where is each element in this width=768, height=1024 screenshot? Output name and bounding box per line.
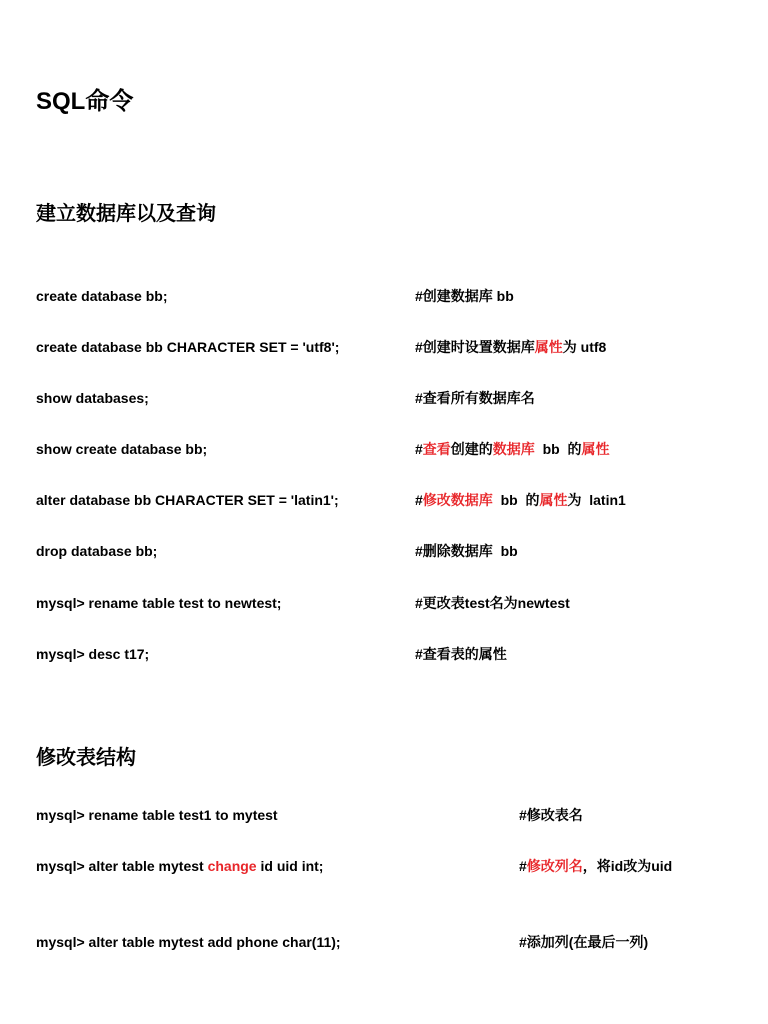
sql-command: mysql> desc t17; <box>36 646 150 662</box>
sql-command: show databases; <box>36 390 149 406</box>
command-row <box>0 644 768 664</box>
command-row <box>0 593 768 613</box>
sql-command: create database bb; <box>36 288 168 304</box>
sql-command: mysql> alter table mytest change id uid int; <box>36 858 324 874</box>
sql-comment: #添加列(在最后一列) <box>519 934 649 950</box>
command-row <box>0 856 768 876</box>
command-row <box>0 337 768 357</box>
highlight-text: 属性 <box>539 492 568 508</box>
sql-command: mysql> rename table test to newtest; <box>36 595 282 611</box>
sql-comment: #查看所有数据库名 <box>415 390 535 406</box>
command-row <box>0 805 768 825</box>
command-row <box>0 932 768 952</box>
sql-command: mysql> rename table test1 to mytest <box>36 807 278 823</box>
page-title: SQL命令 <box>36 88 134 115</box>
highlight-text: 属性 <box>534 339 563 355</box>
sql-comment: #更改表test名为newtest <box>415 595 570 611</box>
highlight-text: 修改数据库 <box>422 492 493 508</box>
highlight-text: 数据库 <box>492 441 535 457</box>
sql-command: mysql> alter table mytest add phone char(11); <box>36 934 341 950</box>
sql-command: alter database bb CHARACTER SET = 'latin1'; <box>36 492 339 508</box>
sql-command: create database bb CHARACTER SET = 'utf8'; <box>36 339 340 355</box>
sql-comment: #修改列名，将id改为uid <box>519 858 673 874</box>
highlight-text: change <box>207 858 257 874</box>
command-row <box>0 286 768 306</box>
highlight-text: 查看 <box>422 441 451 457</box>
sql-comment: #查看创建的数据库 bb 的属性 <box>415 441 610 457</box>
sql-comment: #查看表的属性 <box>415 646 507 662</box>
sql-comment: #修改数据库 bb 的属性为 latin1 <box>415 492 626 508</box>
sql-comment: #删除数据库 bb <box>415 543 518 559</box>
highlight-text: 属性 <box>581 441 610 457</box>
sql-command: show create database bb; <box>36 441 208 457</box>
sql-command: drop database bb; <box>36 543 158 559</box>
sql-comment: #创建时设置数据库属性为 utf8 <box>415 339 607 355</box>
sql-comment: #修改表名 <box>519 807 583 823</box>
section-heading-create-query: 建立数据库以及查询 <box>36 203 216 225</box>
sql-comment: #创建数据库 bb <box>415 288 514 304</box>
highlight-text: 修改列名 <box>526 858 583 874</box>
command-row <box>0 388 768 408</box>
command-row <box>0 439 768 459</box>
command-row <box>0 541 768 561</box>
command-row <box>0 490 768 510</box>
section-heading-alter-table: 修改表结构 <box>36 747 136 769</box>
